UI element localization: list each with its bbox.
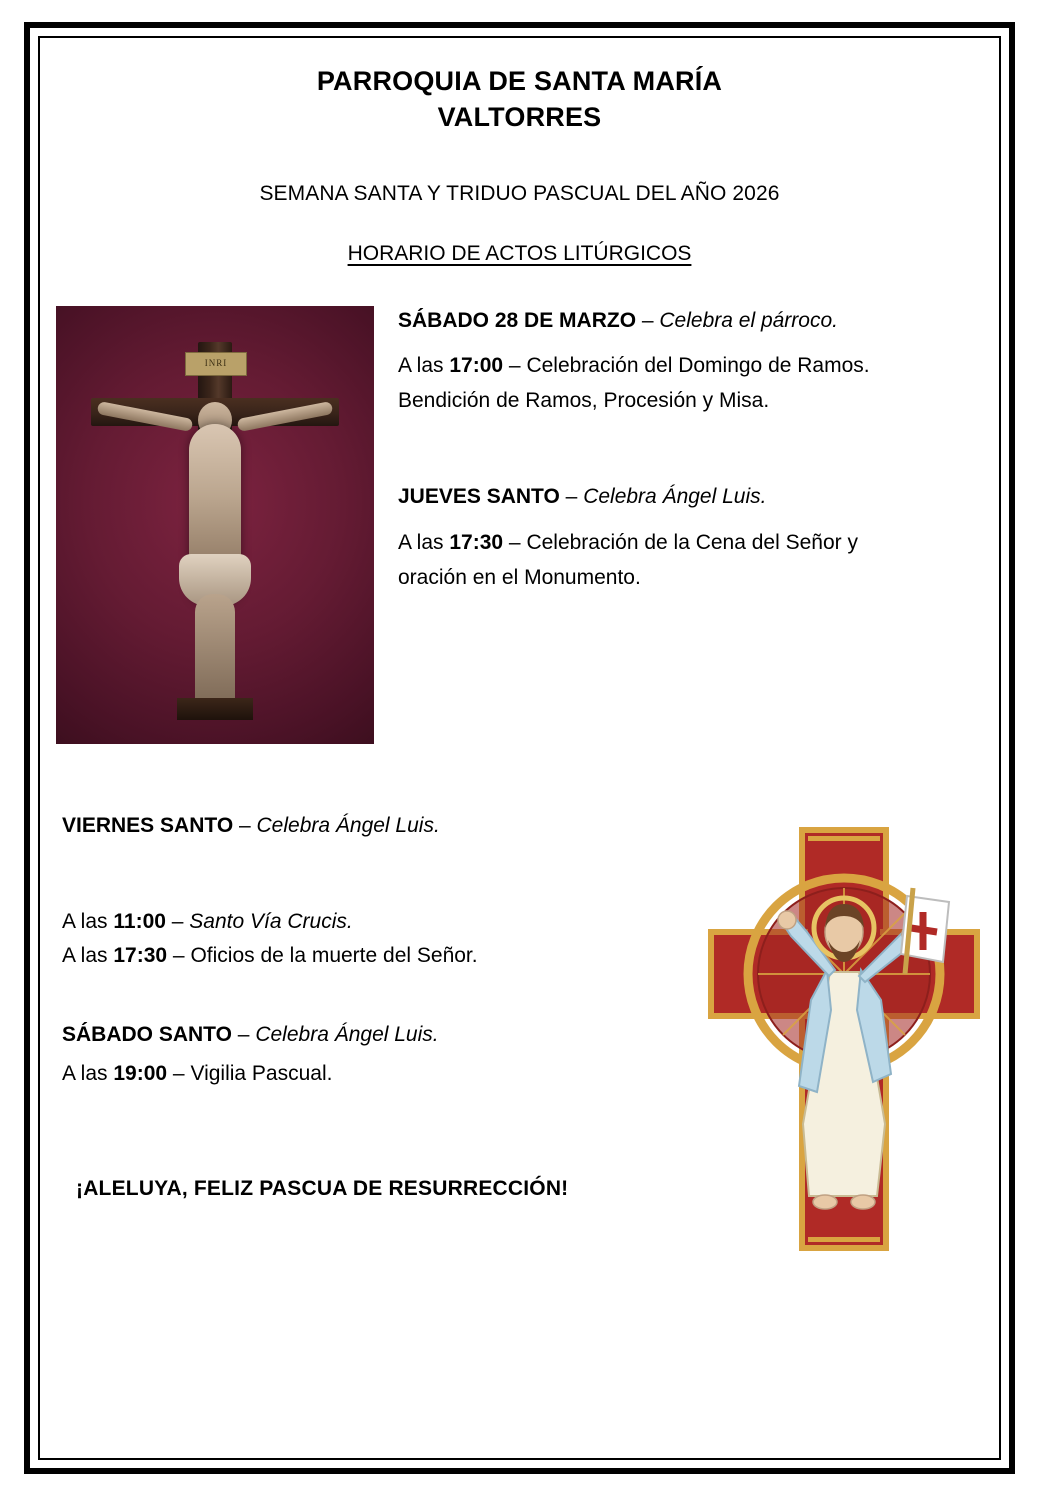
event-dash: –: [233, 813, 257, 837]
parish-title-line2: VALTORRES: [437, 101, 602, 132]
event-celebrant: Celebra el párroco.: [659, 308, 838, 332]
event-line-1: [398, 527, 978, 558]
event-celebrant: Celebra Ángel Luis.: [255, 1023, 439, 1047]
subtitle: SEMANA SANTA Y TRIDUO PASCUAL DEL AÑO 2026: [259, 181, 780, 205]
event-holy-thursday: [398, 482, 978, 593]
cross-base: [177, 698, 253, 720]
event-line-1: [62, 1057, 662, 1091]
parish-title-line1: PARROQUIA DE SANTA MARÍA: [316, 66, 723, 96]
spacer: [62, 871, 662, 905]
event-line-rest: – Celebración de la Cena del Señor y: [503, 530, 858, 554]
lower-block: [56, 810, 983, 1201]
top-events: [398, 306, 978, 597]
event-saturday-march28: [398, 306, 978, 417]
event-time: 11:00: [113, 910, 166, 934]
event-time: 17:30: [449, 530, 504, 554]
event-holy-saturday: [62, 1019, 662, 1091]
event-title: [398, 306, 978, 336]
event-day: SÁBADO SANTO: [62, 1023, 232, 1047]
top-block: [56, 306, 983, 756]
event-time-prefix: A las: [62, 1061, 114, 1085]
events-spacer: [398, 420, 978, 482]
event-celebrant: Celebra Ángel Luis.: [583, 485, 767, 509]
event-line-rest: – Vigilia Pascual.: [167, 1061, 333, 1085]
section-heading: HORARIO DE ACTOS LITÚRGICOS: [347, 241, 692, 265]
event-line-2: [62, 939, 662, 973]
event-line-italic: Santo Vía Crucis.: [189, 910, 353, 934]
event-time: 19:00: [113, 1061, 168, 1085]
event-title: [398, 482, 978, 512]
event-time-prefix: A las: [62, 944, 114, 968]
resurrection-cross-svg: [699, 824, 989, 1254]
event-title: [62, 810, 662, 842]
event-dash: –: [231, 1023, 256, 1047]
event-celebrant: Celebra Ángel Luis.: [256, 813, 440, 837]
event-day: VIERNES SANTO: [62, 813, 234, 837]
event-day: JUEVES SANTO: [398, 485, 560, 509]
event-time: 17:00: [449, 354, 504, 378]
event-time-prefix: A las: [398, 530, 450, 554]
poster-content: [56, 52, 983, 1444]
page-title: [56, 64, 983, 136]
event-line-2: oración en el Monumento.: [398, 565, 641, 589]
event-dash: –: [559, 485, 584, 509]
corpus-legs: [195, 594, 235, 712]
event-line-rest: – Oficios de la muerte del Señor.: [167, 944, 478, 968]
spacer: [62, 973, 662, 1019]
resurrection-cross-illustration: [699, 824, 989, 1254]
event-line-dash: –: [165, 910, 190, 934]
event-line-1: [398, 350, 978, 381]
event-line-rest: – Celebración del Domingo de Ramos.: [503, 354, 870, 378]
event-time-prefix: A las: [398, 354, 450, 378]
inri-plaque: [185, 352, 247, 376]
inri-label: INRI: [204, 357, 228, 368]
event-dash: –: [636, 308, 660, 332]
event-good-friday: [62, 810, 662, 974]
event-title: [62, 1019, 662, 1051]
event-time: 17:30: [113, 944, 168, 968]
event-day: SÁBADO 28 DE MARZO: [398, 308, 637, 332]
lower-events: [56, 810, 662, 1201]
event-time-prefix: A las: [62, 910, 114, 934]
closing-message: ¡ALELUYA, FELIZ PASCUA DE RESURRECCIÓN!: [76, 1176, 569, 1200]
crucifix-photo: [56, 306, 374, 744]
event-line-2: Bendición de Ramos, Procesión y Misa.: [398, 389, 770, 413]
event-line-1: [62, 905, 662, 939]
